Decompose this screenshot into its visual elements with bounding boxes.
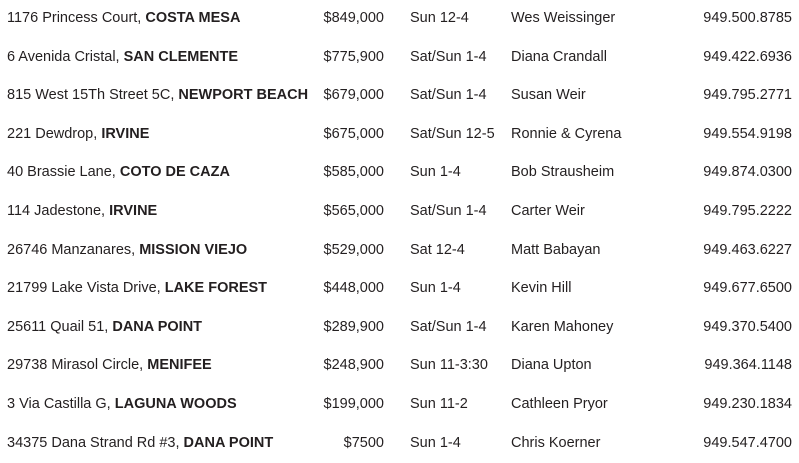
listing-city: COSTA MESA — [145, 10, 241, 26]
listing-price: $675,000 — [323, 125, 384, 142]
listing-phone: 949.370.5400 — [703, 318, 792, 335]
listing-phone: 949.795.2222 — [703, 202, 792, 219]
listing-address — [7, 8, 240, 28]
listing-street: 6 Avenida Cristal, — [7, 48, 124, 65]
listing-phone: 949.874.0300 — [703, 164, 792, 181]
listing-price: $585,000 — [323, 164, 384, 181]
listing-address — [7, 124, 149, 144]
listing-open-hours: Sun 1-4 — [410, 434, 461, 451]
listing-open-hours: Sat 12-4 — [410, 241, 465, 258]
listing-agent: Diana Crandall — [511, 48, 607, 65]
listing-agent: Bob Strausheim — [511, 164, 615, 181]
listing-agent: Chris Koerner — [511, 434, 601, 451]
listing-phone: 949.463.6227 — [703, 241, 792, 258]
listing-open-hours: Sat/Sun 1-4 — [410, 318, 487, 335]
listing-price: $248,900 — [323, 357, 384, 374]
listing-address — [7, 355, 212, 375]
listing-row — [0, 232, 799, 271]
listing-street: 3 Via Castilla G, — [7, 395, 115, 412]
listing-agent: Kevin Hill — [511, 280, 572, 297]
listing-street: 40 Brassie Lane, — [7, 164, 120, 181]
listing-open-hours: Sun 1-4 — [410, 164, 461, 181]
listing-street: 114 Jadestone, — [7, 202, 110, 219]
listing-agent: Carter Weir — [511, 202, 585, 219]
listing-phone: 949.230.1834 — [703, 395, 792, 412]
listing-city: LAGUNA WOODS — [114, 395, 237, 412]
listing-street: 221 Dewdrop, — [7, 125, 102, 142]
listing-row — [0, 425, 799, 463]
listing-price: $529,000 — [323, 241, 384, 258]
listing-row — [0, 39, 799, 78]
listing-open-hours: Sun 11-2 — [410, 395, 468, 412]
listing-address — [7, 317, 202, 337]
listing-street: 34375 Dana Strand Rd #3, — [7, 434, 184, 451]
listing-address — [7, 278, 267, 298]
listing-street: 1176 Princess Court, — [7, 10, 146, 26]
listing-open-hours: Sat/Sun 12-5 — [410, 125, 495, 142]
listing-phone: 949.795.2771 — [703, 87, 792, 104]
listing-agent: Diana Upton — [511, 357, 592, 374]
listing-street: 21799 Lake Vista Drive, — [7, 280, 165, 297]
listing-address — [7, 433, 273, 453]
listing-row — [0, 77, 799, 116]
listing-address — [7, 201, 157, 221]
listing-agent: Karen Mahoney — [511, 318, 614, 335]
listing-price: $448,000 — [323, 280, 384, 297]
listing-open-hours: Sat/Sun 1-4 — [410, 202, 487, 219]
listing-price: $199,000 — [323, 395, 384, 412]
listing-phone: 949.422.6936 — [703, 48, 792, 65]
listing-city: MENIFEE — [147, 357, 212, 374]
listing-phone: 949.364.1148 — [704, 357, 792, 374]
listing-row — [0, 309, 799, 348]
listing-row — [0, 270, 799, 309]
listing-agent: Ronnie & Cyrena — [511, 125, 622, 142]
listing-price: $775,900 — [323, 48, 384, 65]
listing-open-hours: Sun 12-4 — [410, 10, 469, 26]
listing-city: COTO DE CAZA — [119, 164, 230, 181]
listing-city: IRVINE — [109, 202, 158, 219]
listing-open-hours: Sun 1-4 — [410, 280, 461, 297]
listing-row — [0, 116, 799, 155]
listing-phone: 949.500.8785 — [703, 10, 792, 26]
listing-agent: Matt Babayan — [511, 241, 601, 258]
listing-phone: 949.677.6500 — [703, 280, 792, 297]
listing-phone: 949.554.9198 — [703, 125, 792, 142]
listing-row — [0, 193, 799, 232]
listing-city: MISSION VIEJO — [139, 241, 248, 258]
listing-price: $849,000 — [323, 10, 384, 26]
listing-address — [7, 162, 230, 182]
listing-city: DANA POINT — [112, 318, 203, 335]
listing-price: $289,900 — [323, 318, 384, 335]
listing-row — [0, 386, 799, 425]
listing-price: $7500 — [343, 434, 384, 451]
listing-open-hours: Sun 11-3:30 — [410, 357, 488, 374]
listing-row — [0, 0, 799, 39]
listing-street: 26746 Manzanares, — [7, 241, 140, 258]
listing-city: NEWPORT BEACH — [178, 87, 309, 104]
listing-address — [7, 47, 238, 67]
listing-open-hours: Sat/Sun 1-4 — [410, 48, 487, 65]
listing-phone: 949.547.4700 — [703, 434, 792, 451]
listing-address — [7, 240, 247, 260]
listing-agent: Cathleen Pryor — [511, 395, 608, 412]
listing-open-hours: Sat/Sun 1-4 — [410, 87, 487, 104]
listing-price: $565,000 — [323, 202, 384, 219]
listing-street: 25611 Quail 51, — [7, 318, 113, 335]
listing-city: SAN CLEMENTE — [123, 48, 239, 65]
listing-street: 29738 Mirasol Circle, — [7, 357, 148, 374]
listing-city: IRVINE — [101, 125, 150, 142]
listing-address — [7, 394, 237, 414]
listing-row — [0, 347, 799, 386]
listing-row — [0, 154, 799, 193]
listing-city: LAKE FOREST — [164, 280, 268, 297]
listing-agent: Susan Weir — [511, 87, 586, 104]
listing-agent: Wes Weissinger — [511, 10, 616, 26]
listing-city: DANA POINT — [183, 434, 274, 451]
listing-price: $679,000 — [323, 87, 384, 104]
listing-street: 815 West 15Th Street 5C, — [7, 87, 179, 104]
listing-address — [7, 85, 308, 105]
